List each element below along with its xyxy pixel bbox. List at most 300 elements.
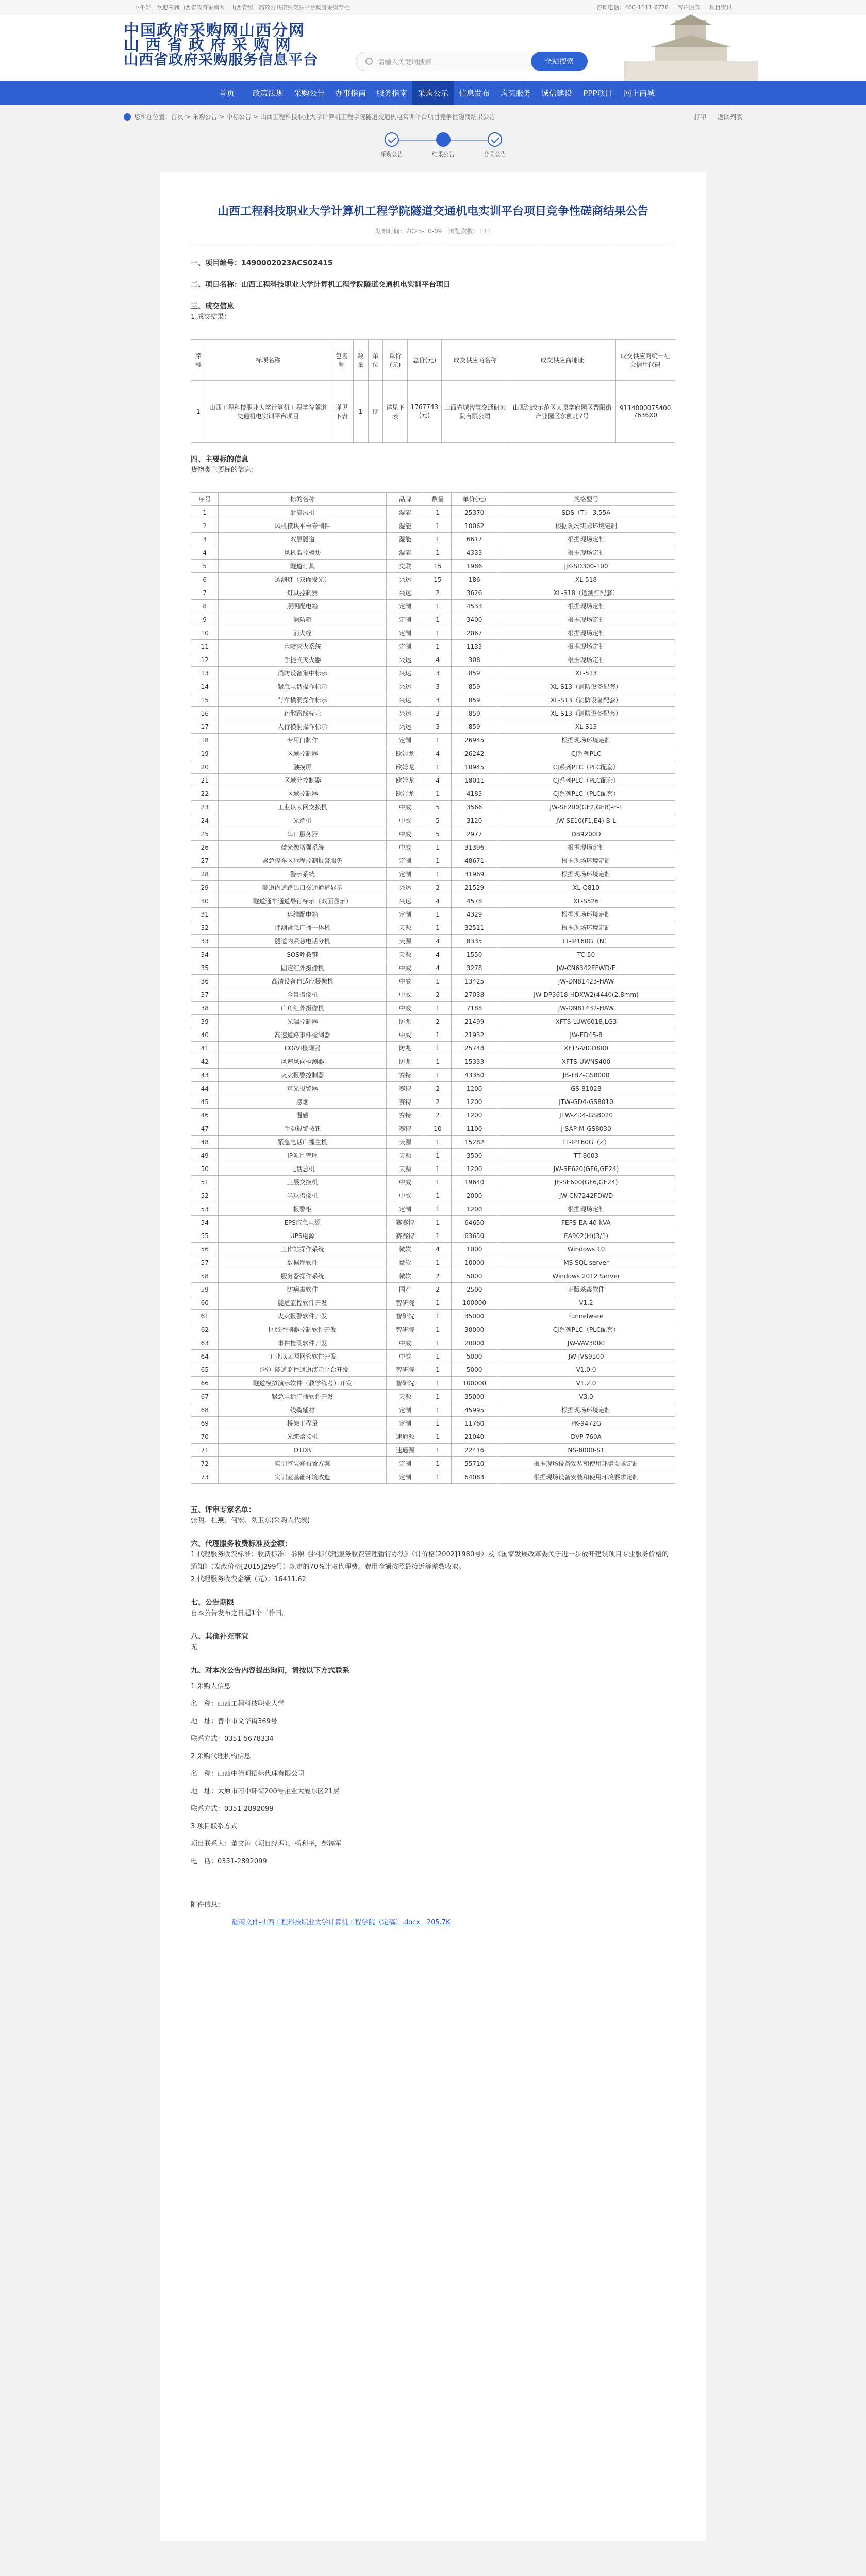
table-row [191,814,675,827]
table-row [191,787,675,801]
table-cell: 44 [191,1082,219,1095]
step-contract-notice [474,132,515,158]
table-cell: 根据现场定制 [497,1202,675,1216]
table-cell: 59 [191,1283,219,1296]
table-cell: 11760 [452,1417,497,1430]
table-cell: 兴达 [386,586,424,600]
table-header-row [191,493,675,506]
table-cell: 定制 [386,613,424,626]
table-cell: PK-9472G [497,1417,675,1430]
table-cell: 疏散路线标示 [219,707,386,720]
table-cell: 1133 [452,640,497,653]
nav-mall[interactable]: 网上商城 [623,89,655,98]
table-cell: 透测灯（双面发光） [219,573,386,586]
publish-meta: 发布时间：2023-10-09 浏览次数：111 [191,227,675,246]
table-cell: 1 [424,1028,451,1042]
table-cell: 1 [424,841,451,854]
table-cell: 1 [424,854,451,868]
table-cell: JW-CN7242FDWD [497,1189,675,1202]
back-to-list-button[interactable]: 返回列表 [717,113,742,121]
table-cell: 赛特 [386,1069,424,1082]
table-row [191,1417,675,1430]
table-header: 序号 [191,340,206,381]
table-cell: JB-TBZ-GS8000 [497,1069,675,1082]
table-cell: 中威 [386,1336,424,1350]
table-cell: 紧急电话操作标示 [219,680,386,693]
table-cell: 1000 [452,1243,497,1256]
table-cell: DB9200D [497,827,675,841]
table-row [191,1189,675,1202]
table-cell: 20000 [452,1336,497,1350]
table-cell: V3.0 [497,1390,675,1403]
table-cell: 35000 [452,1390,497,1403]
table-row [191,640,675,653]
table-cell: 5 [424,827,451,841]
table-cell: 根据现场环境定制 [497,908,675,921]
contact-line: 1.采购人信息 [191,1683,231,1690]
table-cell: 中威 [386,988,424,1002]
table-cell: JW-DN81423-HAW [497,975,675,988]
table-cell: XL-S526 [497,894,675,908]
experts-text: 张明、杜燕、何宏、刘卫东(采购人代表) [191,1517,310,1524]
table-cell: 1 [424,1430,451,1444]
table-cell: 66 [191,1377,219,1390]
table-cell: 智研院 [386,1323,424,1336]
table-cell: 防兆 [386,1042,424,1055]
table-header: 包名称 [330,340,354,381]
table-cell: 27038 [452,988,497,1002]
table-cell: XL-S13（消防设备配套） [497,693,675,707]
table-cell: 43 [191,1069,219,1082]
table-cell: 交联 [386,560,424,573]
table-cell: 1 [424,519,451,533]
table-cell: 32511 [452,921,497,935]
table-row [191,519,675,533]
table-cell: 1 [424,1417,451,1430]
table-cell: 运维配电箱 [219,908,386,921]
table-cell: 6 [191,573,219,586]
table-row [191,600,675,613]
table-cell: 专用门制作 [219,734,386,747]
table-cell: JW-IVS9100 [497,1350,675,1363]
table-row [191,774,675,787]
step-label: 采购公告 [380,151,403,158]
table-cell: V1.2 [497,1296,675,1310]
table-cell: JE-SE600(GF6,GE24) [497,1176,675,1189]
table-cell: GS-8102B [497,1082,675,1095]
table-cell: 1 [424,1323,451,1336]
table-cell: CO/VI检测器 [219,1042,386,1055]
main-items-table [191,492,675,1484]
table-header: 标的名称 [219,493,386,506]
nav-info[interactable]: 信息发布 [458,89,490,98]
section-contact: 九、对本次公告内容提出询问，请按以下方式联系 [191,1667,349,1675]
table-cell: 859 [452,707,497,720]
table-cell: 区域控制器 [219,747,386,760]
table-cell: XL-518 [497,573,675,586]
table-cell: 智研院 [386,1363,424,1377]
breadcrumb-text[interactable]: 您所在位置：首页 > 采购公告 > 中标公告 > 山西工程科技职业大学计算机工程学院隧道交通机电实训平台项目竞争性磋商结果公告 [134,113,496,121]
table-row [191,760,675,774]
table-cell: CJ系列PLC [497,747,675,760]
table-cell: JW-CN6342EFWD/E [497,961,675,975]
table-cell: 速通源 [386,1430,424,1444]
table-cell: 4 [424,653,451,667]
table-row [191,586,675,600]
table-header: 单价(元) [383,340,408,381]
table-cell: 根据现场定制 [497,640,675,653]
table-cell: 智研院 [386,1310,424,1323]
table-cell: 47 [191,1122,219,1136]
table-cell: 1 [424,1256,451,1269]
building-illustration [613,14,768,81]
table-cell: 19 [191,747,219,760]
table-row [191,894,675,908]
nav-guide[interactable]: 办事指南 [335,89,366,98]
table-cell: 兴达 [386,707,424,720]
table-cell: 5000 [452,1350,497,1363]
table-cell: 1200 [452,1082,497,1095]
attachment-link[interactable]: 磋商文件-山西工程科技职业大学计算机工程学院（定稿）.docx 205.7K [232,1919,451,1926]
table-header: 成交供应商统一社会信用代码 [615,340,675,381]
table-cell: 4333 [452,546,497,560]
table-cell: 兴达 [386,653,424,667]
table-cell: 68 [191,1403,219,1417]
table-cell: 5 [191,560,219,573]
table-cell: 广角红外摄像机 [219,1002,386,1015]
table-cell: CJ系列PLC（PLC配套） [497,1323,675,1336]
table-cell: 25748 [452,1042,497,1055]
top-info-bar [0,0,866,14]
table-cell: 35 [191,961,219,975]
table-cell: 27 [191,854,219,868]
table-cell: 消火栓 [219,626,386,640]
table-cell: 消防设备集中标示 [219,667,386,680]
table-cell: OTDR [219,1444,386,1457]
table-cell: 42 [191,1055,219,1069]
table-row [191,1082,675,1095]
breadcrumb [124,112,495,121]
table-cell: 12 [191,653,219,667]
contact-info [191,1681,675,1868]
check-icon [385,132,399,147]
table-cell: 微软 [386,1269,424,1283]
table-cell: 1 [424,787,451,801]
table-row [191,1122,675,1136]
section-other-matters: 八、其他补充事宜 [191,1633,248,1641]
section-project-name: 二、项目名称：山西工程科技职业大学计算机工程学院隧道交通机电实训平台项目 [191,281,451,289]
table-cell: （省）隧道监控通道演示平台开发 [219,1363,386,1377]
table-cell: 定制 [386,854,424,868]
table-cell: 70 [191,1430,219,1444]
table-cell: 射流风机 [219,506,386,519]
table-cell: 3 [424,667,451,680]
contact-line: 名 称：山西工程科技职业大学 [191,1700,285,1708]
table-cell: SOS呼救键 [219,948,386,961]
table-cell: 57 [191,1256,219,1269]
table-cell: 山西工程科技职业大学计算机工程学院隧道交通机电实训平台项目 [206,381,330,443]
table-cell: 1200 [452,1162,497,1176]
table-cell: 速通源 [386,1444,424,1457]
table-cell: 湿能 [386,533,424,546]
table-cell: 根据现场定制 [497,626,675,640]
table-row [191,1470,675,1484]
step-label: 合同公告 [484,151,506,158]
table-cell: TC-50 [497,948,675,961]
table-cell: 29 [191,881,219,894]
table-cell: 10945 [452,760,497,774]
table-cell: 65 [191,1363,219,1377]
table-cell: 线缆辅材 [219,1403,386,1417]
table-row [191,626,675,640]
table-cell: 4 [424,948,451,961]
table-cell: JW-SE10(F1,E4)-B-L [497,814,675,827]
table-cell: 1 [353,381,368,443]
table-cell: 兴达 [386,894,424,908]
table-cell: 欧姆龙 [386,787,424,801]
table-cell: TT-8003 [497,1149,675,1162]
table-cell: 消防箱 [219,613,386,626]
table-cell: 49 [191,1149,219,1162]
nav-ppp[interactable]: PPP项目 [583,89,613,98]
table-cell: 中威 [386,801,424,814]
table-row [191,1403,675,1417]
table-cell: 赛特 [386,1109,424,1122]
table-cell: 1 [424,908,451,921]
section-experts: 五、评审专家名单： [191,1506,256,1514]
table-cell: 15282 [452,1136,497,1149]
welcome-text: 下午好，欢迎来到山西省政府采购网！山西省统一高效公共资源交易平台政府采购专栏 [134,4,349,11]
search-placeholder: 请输入关键词搜索 [378,58,432,66]
top-link-news[interactable]: 项目资讯 [709,4,732,11]
table-cell: 根据现场定制 [497,841,675,854]
table-cell: 定制 [386,1403,424,1417]
table-cell: 1 [424,1162,451,1176]
table-cell: 4 [424,1243,451,1256]
table-cell: 1 [424,1136,451,1149]
table-cell: 16 [191,707,219,720]
table-cell: 根据现场设备安装和使用环境要求定制 [497,1457,675,1470]
table-cell: 根据现场环境定制 [497,921,675,935]
table-cell: 详见下表 [330,381,354,443]
table-cell: 兴达 [386,720,424,734]
table-cell: 定制 [386,626,424,640]
table-cell: XFTS-LUW6018,LG3 [497,1015,675,1028]
step-purchase-notice [371,132,412,158]
table-header: 规格型号 [497,493,675,506]
table-cell: 山西省城智慧交通研究院有限公司 [441,381,509,443]
table-cell: 9 [191,613,219,626]
table-cell: 21499 [452,1015,497,1028]
table-row [191,1444,675,1457]
table-cell: Windows 2012 Server [497,1269,675,1283]
table-cell: 1 [424,600,451,613]
table-cell: 3278 [452,961,497,975]
table-row [191,881,675,894]
table-cell: XL-S13（消防设备配套） [497,707,675,720]
table-cell: 工作站操作系统 [219,1243,386,1256]
table-cell: 火灾报警控制器 [219,1069,386,1082]
page-title: 山西工程科技职业大学计算机工程学院隧道交通机电实训平台项目竞争性磋商结果公告 [217,205,648,218]
table-cell: 根据现场定制 [497,653,675,667]
section-agency-fee: 六、代理服务收费标准及金额： [191,1540,292,1548]
table-cell: 3400 [452,613,497,626]
table-cell: 1 [424,1176,451,1189]
table-header: 成交供应商名称 [441,340,509,381]
nav-policy[interactable]: 政策法规 [252,89,284,98]
table-cell: 紧急电话广播软件开发 [219,1390,386,1403]
section-project-number: 一、项目编号：1490002023ACS02415 [191,259,333,267]
table-row [191,1095,675,1109]
table-cell: 天源 [386,921,424,935]
table-cell: 60 [191,1296,219,1310]
contact-line: 联系方式：0351-2892099 [191,1805,274,1813]
table-row [191,841,675,854]
table-cell: 3 [424,707,451,720]
table-cell: 5 [424,814,451,827]
table-row [191,1323,675,1336]
table-cell: 13 [191,667,219,680]
nav-home[interactable]: 首页 [219,89,235,98]
table-cell: 定制 [386,868,424,881]
table-cell: 风机模块平台专制件 [219,519,386,533]
table-cell: 根据现场定制 [497,546,675,560]
table-cell: 13425 [452,975,497,988]
table-cell: 天源 [386,935,424,948]
table-cell: funnelware [497,1310,675,1323]
table-cell: 31969 [452,868,497,881]
table-cell: 风机监控模块 [219,546,386,560]
table-cell: 30 [191,894,219,908]
table-cell: 区域控制器 [219,787,386,801]
table-cell: 21932 [452,1028,497,1042]
table-header: 总价(元) [408,340,441,381]
site-header [0,14,866,81]
table-cell: 43350 [452,1069,497,1082]
table-cell: 19640 [452,1176,497,1189]
table-cell: 天源 [386,1136,424,1149]
nav-publicity[interactable]: 采购公示 [412,81,454,105]
table-cell: 2 [424,1283,451,1296]
agency-fee-amount: 2.代理服务收费金额（元）：16411.62 [191,1575,306,1583]
nav-service[interactable]: 服务指南 [376,89,407,98]
table-row [191,948,675,961]
table-cell: 定制 [386,640,424,653]
table-cell: 2 [191,519,219,533]
table-cell: 感烟 [219,1095,386,1109]
table-cell: 21 [191,774,219,787]
table-cell: 湿能 [386,506,424,519]
table-row [191,1055,675,1069]
table-row [191,1028,675,1042]
notice-period-text: 自本公告发布之日起1个工作日。 [191,1609,289,1617]
table-row [191,1042,675,1055]
table-cell: JTW-GD4-GS8010 [497,1095,675,1109]
nav-announcements[interactable]: 采购公告 [293,89,325,98]
table-cell: 中威 [386,1028,424,1042]
print-button[interactable]: 打印 [694,113,707,121]
table-cell: 63 [191,1336,219,1350]
table-cell: 紧急电话广播主机 [219,1136,386,1149]
table-cell: 4 [424,747,451,760]
table-cell: 45 [191,1095,219,1109]
table-cell: 2 [424,1109,451,1122]
nav-credit[interactable]: 诚信建设 [541,89,572,98]
table-cell: 1 [424,760,451,774]
table-cell: CJ系列PLC（PLC配套） [497,774,675,787]
table-row [191,613,675,626]
table-cell: 45995 [452,1403,497,1417]
table-cell: 2 [424,1269,451,1283]
table-row [191,1176,675,1189]
top-link-service[interactable]: 客户服务 [677,4,701,11]
table-cell: 兴达 [386,881,424,894]
top-links [589,3,732,11]
table-cell: 工业以太网网管软件开发 [219,1350,386,1363]
logo-line-1: 中国政府采购网山西分网 [124,22,305,40]
table-cell: 行车横洞操作标示 [219,693,386,707]
table-cell: 光缆熔接机 [219,1430,386,1444]
table-cell: 定制 [386,1417,424,1430]
table-header: 品牌 [386,493,424,506]
table-cell: 中威 [386,1189,424,1202]
table-cell: 隧道监控软件开发 [219,1296,386,1310]
table-cell: 62 [191,1323,219,1336]
table-header: 数量 [353,340,368,381]
table-cell: 隧道内道路出口交通通道显示 [219,881,386,894]
breadcrumb-bar [124,112,742,121]
site-logo[interactable] [124,24,318,67]
table-row [191,1296,675,1310]
table-cell: 14 [191,680,219,693]
table-cell: 1 [424,1055,451,1069]
table-cell: EA902(H)(3/1) [497,1229,675,1243]
table-cell: 根据现场环境定制 [497,734,675,747]
table-cell: 隧道通车通道导行标示（双面显示） [219,894,386,908]
table-row [191,1430,675,1444]
table-cell: 1 [424,1202,451,1216]
table-cell: 6617 [452,533,497,546]
table-cell: 22 [191,787,219,801]
table-row [191,573,675,586]
table-cell: 火灾报警软件开发 [219,1310,386,1323]
search-button[interactable]: 全站搜索 [531,52,588,71]
table-cell: 73 [191,1470,219,1484]
contact-line: 地 址：太原市南中环街200号企业大厦东区21层 [191,1788,340,1795]
table-cell: 21529 [452,881,497,894]
table-cell: 7 [191,586,219,600]
table-cell: 事件检测软件开发 [219,1336,386,1350]
table-cell: XL-513 [497,667,675,680]
table-cell: 4533 [452,600,497,613]
table-row [191,680,675,693]
table-cell: 中威 [386,841,424,854]
table-cell: 5000 [452,1363,497,1377]
table-cell: 定制 [386,1470,424,1484]
table-row [191,533,675,546]
table-cell: 防病毒软件 [219,1283,386,1296]
table-cell: 详见下表 [383,381,408,443]
deal-result-table [191,339,675,443]
table-cell: 1 [424,613,451,626]
agency-fee-standard: 1.代理服务收费标准：收费标准：参照《招标代理服务收费管理暂行办法》（计价格[2002]1980号）及《国家发展改革委关于进一步放开建设项目专业服务价格的通知》（发改价格[2015]299号）规定的70%计取代理费。费用金额按照最接近等差数收取。 [191,1551,669,1571]
table-cell: 1200 [452,1109,497,1122]
table-cell: CJ系列PLC（PLC配套） [497,760,675,774]
table-row [191,707,675,720]
nav-purchase-service[interactable]: 购买服务 [499,89,531,98]
table-cell: 15333 [452,1055,497,1069]
table-cell: 28 [191,868,219,881]
